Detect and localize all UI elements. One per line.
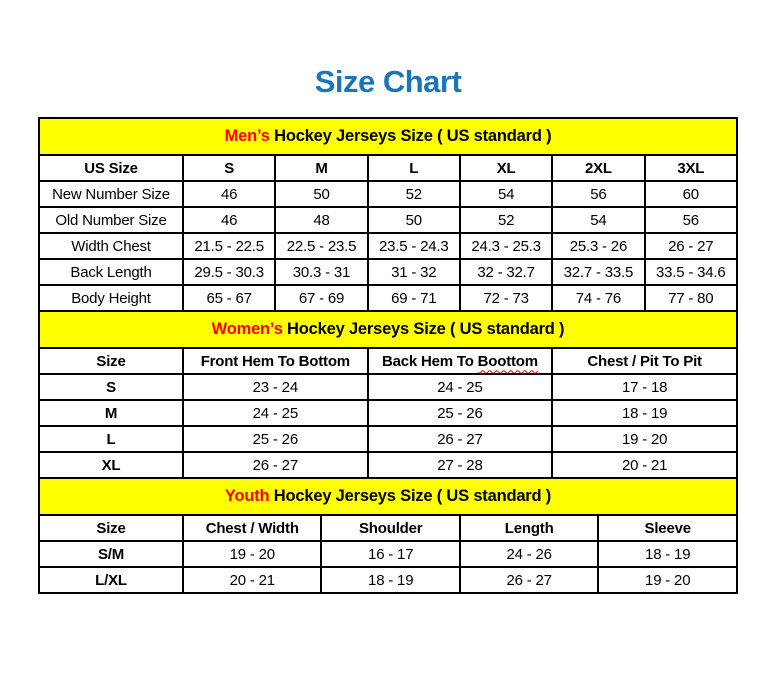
table-row-back-length — [39, 259, 737, 285]
cell-value: 23.5 - 24.3 — [368, 233, 460, 259]
cell-value: 72 - 73 — [460, 285, 552, 311]
table-row-width-chest — [39, 233, 737, 259]
mens-section — [39, 118, 737, 311]
cell-value: 54 — [552, 207, 644, 233]
cell-value: 32.7 - 33.5 — [552, 259, 644, 285]
table-row-women-xl — [39, 452, 737, 478]
table-row-body-height — [39, 285, 737, 311]
row-label: L/XL — [39, 567, 183, 593]
cell-value: 24 - 25 — [368, 374, 553, 400]
back-hem-label-prefix: Back Hem To — [381, 352, 478, 370]
cell-value: 24 - 25 — [183, 400, 368, 426]
cell-value: 26 - 27 — [645, 233, 737, 259]
cell-value: 52 — [460, 207, 552, 233]
row-label: Old Number Size — [39, 207, 183, 233]
table-row-women-l — [39, 426, 737, 452]
cell-value: 19 - 20 — [183, 541, 321, 567]
row-label: New Number Size — [39, 181, 183, 207]
cell-value: 46 — [183, 181, 275, 207]
cell-value: 19 - 20 — [598, 567, 737, 593]
row-label: Width Chest — [39, 233, 183, 259]
cell-value: 56 — [552, 181, 644, 207]
womens-banner-highlight: Women’s — [211, 320, 283, 338]
header-cell-l: L — [368, 155, 460, 181]
youth-header-row — [39, 515, 737, 541]
header-cell-size: Size — [39, 515, 183, 541]
table-row-new-number-size — [39, 181, 737, 207]
cell-value: 50 — [275, 181, 367, 207]
header-cell-size: Size — [39, 348, 183, 374]
row-label: S/M — [39, 541, 183, 567]
cell-value: 23 - 24 — [183, 374, 368, 400]
page-title: Size Chart — [314, 64, 462, 99]
womens-header-row — [39, 348, 737, 374]
row-label: S — [39, 374, 183, 400]
cell-value: 18 - 19 — [598, 541, 737, 567]
header-cell-chest-pit: Chest / Pit To Pit — [552, 348, 737, 374]
mens-banner-text: Hockey Jerseys Size ( US standard ) — [269, 127, 552, 145]
cell-value: 56 — [645, 207, 737, 233]
cell-value: 24 - 26 — [460, 541, 598, 567]
cell-value: 30.3 - 31 — [275, 259, 367, 285]
youth-section — [39, 478, 737, 593]
cell-value: 25 - 26 — [183, 426, 368, 452]
cell-value: 65 - 67 — [183, 285, 275, 311]
youth-banner-text: Hockey Jerseys Size ( US standard ) — [269, 487, 552, 505]
header-cell-sleeve: Sleeve — [598, 515, 737, 541]
cell-value: 74 - 76 — [552, 285, 644, 311]
cell-value: 19 - 20 — [552, 426, 737, 452]
cell-value: 32 - 32.7 — [460, 259, 552, 285]
mens-banner-cell — [39, 118, 737, 155]
cell-value: 29.5 - 30.3 — [183, 259, 275, 285]
cell-value: 24.3 - 25.3 — [460, 233, 552, 259]
header-cell-length: Length — [460, 515, 598, 541]
cell-value: 69 - 71 — [368, 285, 460, 311]
cell-value: 26 - 27 — [183, 452, 368, 478]
row-label: Back Length — [39, 259, 183, 285]
womens-section — [39, 311, 737, 478]
header-cell-back-hem — [368, 348, 553, 374]
womens-section-banner — [39, 311, 737, 348]
cell-value: 16 - 17 — [321, 541, 459, 567]
header-cell-s: S — [183, 155, 275, 181]
cell-value: 21.5 - 22.5 — [183, 233, 275, 259]
header-cell-3xl: 3XL — [645, 155, 737, 181]
header-cell-2xl: 2XL — [552, 155, 644, 181]
cell-value: 20 - 21 — [552, 452, 737, 478]
cell-value: 50 — [368, 207, 460, 233]
cell-value: 54 — [460, 181, 552, 207]
cell-value: 25.3 - 26 — [552, 233, 644, 259]
mens-banner-highlight: Men’s — [224, 127, 270, 145]
youth-banner-highlight: Youth — [224, 487, 270, 505]
cell-value: 26 - 27 — [368, 426, 553, 452]
youth-section-banner — [39, 478, 737, 515]
cell-value: 27 - 28 — [368, 452, 553, 478]
row-label: Body Height — [39, 285, 183, 311]
cell-value: 18 - 19 — [552, 400, 737, 426]
cell-value: 46 — [183, 207, 275, 233]
header-cell-front-hem: Front Hem To Bottom — [183, 348, 368, 374]
womens-banner-cell — [39, 311, 737, 348]
cell-value: 77 - 80 — [645, 285, 737, 311]
row-label: L — [39, 426, 183, 452]
cell-value: 18 - 19 — [321, 567, 459, 593]
header-cell-m: M — [275, 155, 367, 181]
cell-value: 20 - 21 — [183, 567, 321, 593]
row-label: M — [39, 400, 183, 426]
cell-value: 31 - 32 — [368, 259, 460, 285]
cell-value: 26 - 27 — [460, 567, 598, 593]
size-chart-table — [38, 117, 738, 594]
cell-value: 48 — [275, 207, 367, 233]
row-label: XL — [39, 452, 183, 478]
header-cell-chest-width: Chest / Width — [183, 515, 321, 541]
cell-value: 25 - 26 — [368, 400, 553, 426]
spellcheck-squiggle-word: Boottom — [477, 352, 538, 370]
header-cell-xl: XL — [460, 155, 552, 181]
table-row-old-number-size — [39, 207, 737, 233]
header-cell-shoulder: Shoulder — [321, 515, 459, 541]
cell-value: 17 - 18 — [552, 374, 737, 400]
table-row-youth-sm — [39, 541, 737, 567]
youth-banner-cell — [39, 478, 737, 515]
table-row-women-m — [39, 400, 737, 426]
womens-banner-text: Hockey Jerseys Size ( US standard ) — [282, 320, 565, 338]
cell-value: 33.5 - 34.6 — [645, 259, 737, 285]
header-cell-us-size: US Size — [39, 155, 183, 181]
cell-value: 22.5 - 23.5 — [275, 233, 367, 259]
cell-value: 52 — [368, 181, 460, 207]
mens-header-row — [39, 155, 737, 181]
mens-section-banner — [39, 118, 737, 155]
table-row-women-s — [39, 374, 737, 400]
cell-value: 67 - 69 — [275, 285, 367, 311]
cell-value: 60 — [645, 181, 737, 207]
table-row-youth-lxl — [39, 567, 737, 593]
